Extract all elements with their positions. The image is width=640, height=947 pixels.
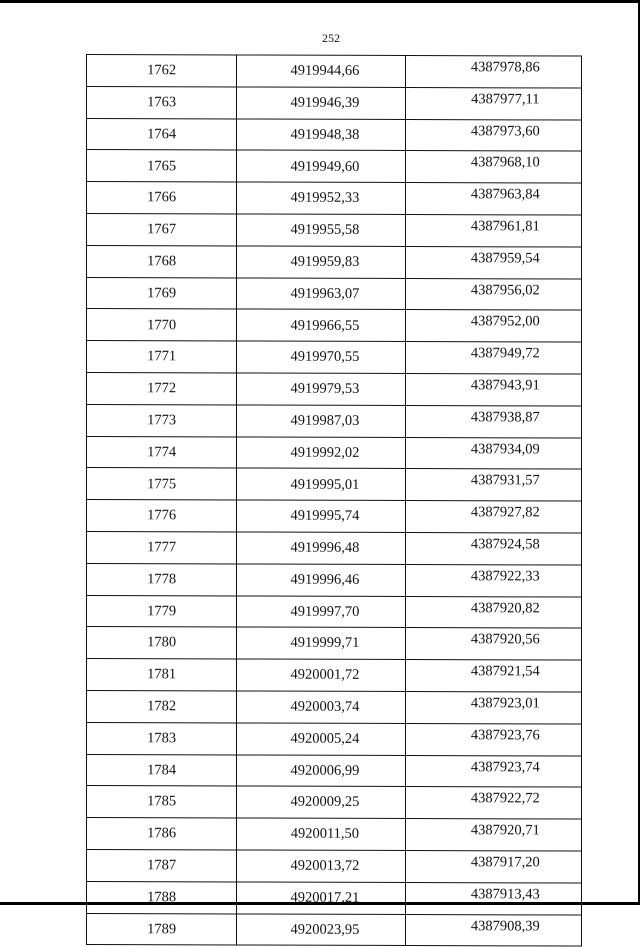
table-row [87, 690, 582, 723]
y-coordinate-cell-text: 4387922,33 [470, 567, 540, 585]
y-coordinate-cell-text: 4387921,54 [470, 663, 540, 680]
table-row [87, 245, 582, 278]
x-coordinate-cell-text: 4919987,03 [290, 412, 360, 429]
point-number-cell [87, 86, 237, 118]
table-row [87, 913, 582, 946]
table-row [87, 150, 582, 183]
x-coordinate-cell [237, 341, 405, 373]
y-coordinate-cell-text: 4387908,39 [470, 917, 540, 934]
table-row [87, 722, 582, 755]
x-coordinate-cell [237, 373, 405, 405]
y-coordinate-cell-text: 4387943,91 [470, 377, 540, 394]
point-number-cell-text: 1782 [147, 698, 177, 715]
table-row [87, 531, 582, 564]
y-coordinate-cell-text: 4387920,82 [470, 599, 540, 616]
x-coordinate-cell-text: 4919944,66 [290, 62, 360, 79]
point-number-cell-text: 1788 [147, 889, 177, 906]
y-coordinate-cell [405, 183, 581, 215]
y-coordinate-cell-text: 4387959,54 [470, 249, 540, 267]
point-number-cell-text: 1766 [147, 189, 177, 206]
y-coordinate-cell-text: 4387923,74 [470, 758, 540, 775]
y-coordinate-cell [405, 660, 581, 692]
x-coordinate-cell [237, 532, 405, 564]
y-coordinate-cell-text: 4387931,57 [470, 472, 540, 489]
y-coordinate-cell-text: 4387963,84 [470, 186, 540, 203]
point-number-cell [87, 659, 237, 691]
y-coordinate-cell [405, 501, 581, 533]
point-number-cell [87, 213, 237, 245]
table-row [87, 118, 582, 151]
point-number-cell [87, 913, 237, 945]
point-number-cell-text: 1771 [147, 348, 177, 365]
table-row [87, 627, 582, 660]
y-coordinate-cell-text: 4387973,60 [470, 122, 540, 140]
x-coordinate-cell [237, 627, 405, 659]
table-row [87, 659, 582, 692]
coordinates-table-body [87, 55, 582, 947]
y-coordinate-cell-text: 4387952,00 [470, 313, 540, 330]
y-coordinate-cell-text: 4387927,82 [470, 504, 540, 521]
x-coordinate-cell-text: 4920005,24 [290, 730, 360, 747]
y-coordinate-cell [405, 469, 581, 501]
y-coordinate-cell [405, 628, 581, 660]
table-row [87, 372, 582, 405]
point-number-cell [87, 436, 237, 468]
y-coordinate-cell [405, 882, 581, 914]
x-coordinate-cell-text: 4919979,53 [290, 380, 360, 397]
x-coordinate-cell [237, 55, 405, 87]
y-coordinate-cell [405, 787, 581, 819]
table-row [87, 55, 582, 88]
y-coordinate-cell-text: 4387968,10 [470, 154, 540, 171]
x-coordinate-cell [237, 437, 405, 469]
point-number-cell [87, 690, 237, 722]
y-coordinate-cell [405, 723, 581, 755]
table-row [87, 754, 582, 787]
table-row [87, 849, 582, 882]
y-coordinate-cell [405, 914, 581, 946]
point-number-cell [87, 468, 237, 500]
y-coordinate-cell-text: 4387924,58 [470, 536, 540, 553]
x-coordinate-cell-text: 4920003,74 [290, 698, 360, 715]
x-coordinate-cell-text: 4919996,46 [290, 571, 360, 588]
y-coordinate-cell [405, 755, 581, 787]
point-number-cell-text: 1776 [147, 507, 177, 524]
x-coordinate-cell-text: 4919966,55 [290, 317, 360, 334]
table-row [87, 563, 582, 596]
point-number-cell [87, 818, 237, 850]
point-number-cell [87, 404, 237, 436]
y-coordinate-cell [405, 405, 581, 437]
y-coordinate-cell [405, 819, 581, 851]
x-coordinate-cell-text: 4919995,74 [290, 507, 360, 525]
x-coordinate-cell [237, 119, 405, 151]
point-number-cell-text: 1765 [147, 157, 177, 174]
x-coordinate-cell-text: 4919948,38 [290, 126, 360, 143]
x-coordinate-cell-text: 4919949,60 [290, 158, 360, 175]
point-number-cell-text: 1778 [147, 571, 177, 588]
x-coordinate-cell [237, 500, 405, 532]
x-coordinate-cell [237, 182, 405, 214]
table-row [87, 436, 582, 469]
x-coordinate-cell [237, 850, 405, 882]
x-coordinate-cell-text: 4919997,70 [290, 603, 360, 620]
y-coordinate-cell-text: 4387923,76 [470, 726, 540, 744]
point-number-cell-text: 1768 [147, 253, 177, 270]
x-coordinate-cell-text: 4919970,55 [290, 348, 360, 366]
table-row [87, 341, 582, 374]
y-coordinate-cell-text: 4387923,01 [470, 695, 540, 712]
point-number-cell [87, 881, 237, 913]
point-number-cell [87, 500, 237, 532]
y-coordinate-cell-text: 4387920,56 [470, 631, 540, 648]
y-coordinate-cell-text: 4387938,87 [470, 408, 540, 426]
y-coordinate-cell [405, 119, 581, 151]
point-number-cell [87, 372, 237, 404]
y-coordinate-cell-text: 4387917,20 [470, 854, 540, 871]
point-number-cell [87, 595, 237, 627]
y-coordinate-cell-text: 4387934,09 [470, 440, 540, 457]
point-number-cell-text: 1762 [147, 62, 177, 79]
y-coordinate-cell [405, 850, 581, 882]
point-number-cell-text: 1785 [147, 793, 177, 810]
x-coordinate-cell-text: 4919996,48 [290, 539, 360, 556]
point-number-cell-text: 1772 [147, 380, 177, 397]
y-coordinate-cell-text: 4387956,02 [470, 281, 540, 299]
point-number-cell-text: 1763 [147, 94, 177, 111]
x-coordinate-cell [237, 786, 405, 818]
y-coordinate-cell-text: 4387922,72 [470, 790, 540, 807]
point-number-cell [87, 55, 237, 87]
point-number-cell-text: 1786 [147, 825, 177, 842]
y-coordinate-cell [405, 87, 581, 119]
point-number-cell [87, 563, 237, 595]
coordinates-table [86, 54, 582, 947]
point-number-cell [87, 309, 237, 341]
point-number-cell [87, 849, 237, 881]
table-row [87, 86, 582, 119]
table-row [87, 404, 582, 437]
point-number-cell-text: 1784 [147, 761, 177, 778]
point-number-cell [87, 341, 237, 373]
x-coordinate-cell [237, 659, 405, 691]
table-row [87, 182, 582, 215]
x-coordinate-cell [237, 755, 405, 787]
x-coordinate-cell [237, 150, 405, 182]
x-coordinate-cell [237, 405, 405, 437]
table-row [87, 818, 582, 851]
y-coordinate-cell [405, 373, 581, 405]
y-coordinate-cell-text: 4387961,81 [470, 218, 540, 235]
page-number: 252 [322, 31, 340, 45]
x-coordinate-cell [237, 246, 405, 278]
y-coordinate-cell [405, 246, 581, 278]
table-row [87, 786, 582, 819]
y-coordinate-cell [405, 437, 581, 469]
x-coordinate-cell-text: 4919952,33 [290, 189, 360, 207]
y-coordinate-cell [405, 214, 581, 246]
y-coordinate-cell [405, 56, 581, 88]
x-coordinate-cell [237, 723, 405, 755]
table-row [87, 468, 582, 501]
point-number-cell [87, 245, 237, 277]
point-number-cell [87, 531, 237, 563]
page-top-border [0, 0, 640, 3]
x-coordinate-cell-text: 4919995,01 [290, 476, 360, 493]
x-coordinate-cell-text: 4919946,39 [290, 94, 360, 111]
x-coordinate-cell [237, 564, 405, 596]
x-coordinate-cell-text: 4919963,07 [290, 285, 360, 302]
point-number-cell-text: 1767 [147, 221, 177, 238]
point-number-cell-text: 1774 [147, 443, 177, 460]
x-coordinate-cell-text: 4920013,72 [290, 857, 360, 874]
point-number-cell-text: 1777 [147, 539, 177, 556]
point-number-cell-text: 1764 [147, 125, 177, 143]
y-coordinate-cell [405, 596, 581, 628]
x-coordinate-cell [237, 691, 405, 723]
point-number-cell [87, 754, 237, 786]
y-coordinate-cell [405, 151, 581, 183]
point-number-cell [87, 277, 237, 309]
table-row [87, 213, 582, 246]
point-number-cell-text: 1789 [147, 920, 177, 937]
point-number-cell-text: 1773 [147, 412, 177, 429]
point-number-cell [87, 627, 237, 659]
y-coordinate-cell-text: 4387949,72 [470, 345, 540, 362]
x-coordinate-cell [237, 818, 405, 850]
point-number-cell [87, 786, 237, 818]
point-number-cell [87, 150, 237, 182]
point-number-cell [87, 722, 237, 754]
x-coordinate-cell [237, 468, 405, 500]
point-number-cell-text: 1769 [147, 284, 177, 302]
y-coordinate-cell [405, 342, 581, 374]
x-coordinate-cell [237, 278, 405, 310]
table-row [87, 595, 582, 628]
x-coordinate-cell-text: 4919955,58 [290, 221, 360, 238]
x-coordinate-cell-text: 4919999,71 [290, 635, 360, 652]
table-row [87, 881, 582, 914]
x-coordinate-cell-text: 4920006,99 [290, 762, 360, 779]
x-coordinate-cell [237, 87, 405, 119]
x-coordinate-cell [237, 913, 405, 945]
x-coordinate-cell-text: 4919992,02 [290, 444, 360, 461]
y-coordinate-cell [405, 532, 581, 564]
point-number-cell [87, 118, 237, 150]
y-coordinate-cell [405, 564, 581, 596]
y-coordinate-cell [405, 278, 581, 310]
x-coordinate-cell-text: 4920023,95 [290, 921, 360, 938]
point-number-cell [87, 182, 237, 214]
point-number-cell-text: 1779 [147, 602, 177, 619]
x-coordinate-cell [237, 214, 405, 246]
x-coordinate-cell [237, 596, 405, 628]
point-number-cell-text: 1783 [147, 730, 177, 747]
y-coordinate-cell [405, 310, 581, 342]
y-coordinate-cell-text: 4387977,11 [471, 91, 540, 108]
x-coordinate-cell [237, 309, 405, 341]
point-number-cell-text: 1780 [147, 634, 177, 651]
point-number-cell-text: 1775 [147, 475, 177, 492]
x-coordinate-cell-text: 4919959,83 [290, 253, 360, 270]
x-coordinate-cell-text: 4920001,72 [290, 666, 360, 684]
y-coordinate-cell-text: 4387920,71 [470, 822, 540, 839]
table-row [87, 277, 582, 310]
x-coordinate-cell-text: 4920009,25 [290, 794, 360, 811]
point-number-cell-text: 1781 [147, 666, 177, 683]
y-coordinate-cell-text: 4387978,86 [470, 59, 540, 76]
table-row [87, 309, 582, 342]
point-number-cell-text: 1770 [147, 316, 177, 333]
x-coordinate-cell-text: 4920017,21 [290, 889, 360, 906]
x-coordinate-cell [237, 882, 405, 914]
point-number-cell-text: 1787 [147, 857, 177, 874]
table-row [87, 500, 582, 533]
y-coordinate-cell [405, 691, 581, 723]
x-coordinate-cell-text: 4920011,50 [290, 825, 360, 843]
y-coordinate-cell-text: 4387913,43 [470, 885, 540, 903]
